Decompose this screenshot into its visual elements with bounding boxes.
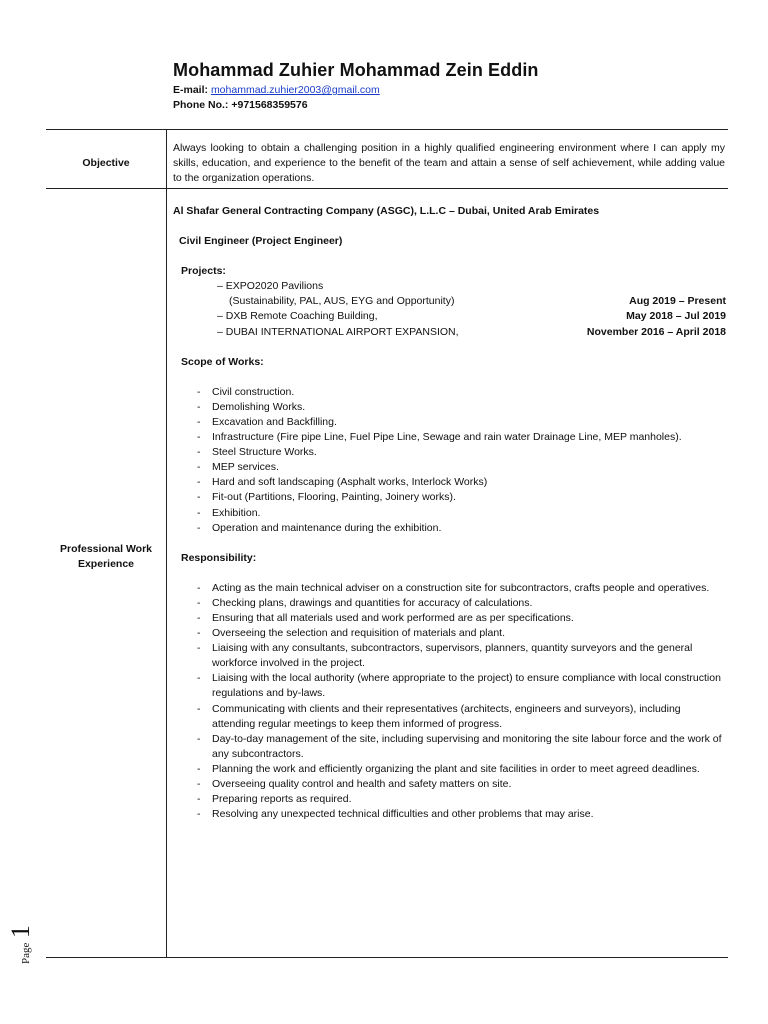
- candidate-name: Mohammad Zuhier Mohammad Zein Eddin: [173, 60, 539, 80]
- project-name: – DUBAI INTERNATIONAL AIRPORT EXPANSION,: [217, 325, 459, 338]
- objective-divider: [46, 188, 728, 189]
- column-divider: [166, 129, 167, 958]
- table-top-rule: [46, 129, 728, 130]
- responsibility-item: - Acting as the main technical adviser on a construction site for subcontractors, crafts people and operatives.: [173, 581, 726, 596]
- email-label: E-mail:: [173, 84, 209, 96]
- scope-item: - Hard and soft landscaping (Asphalt works, Interlock Works): [173, 475, 726, 490]
- experience-label: Professional Work Experience: [60, 543, 152, 570]
- email-line: [173, 84, 380, 96]
- project-name: – EXPO2020 Pavilions: [217, 280, 324, 293]
- responsibility-item: - Ensuring that all materials used and work performed are as per specifications.: [173, 611, 726, 626]
- scope-item: - Exhibition.: [173, 506, 726, 521]
- responsibility-heading: Responsibility:: [181, 551, 257, 564]
- scope-item: - Steel Structure Works.: [173, 445, 726, 460]
- page-number-label: [6, 906, 46, 966]
- project-row: [173, 325, 726, 340]
- scope-item: - Civil construction.: [173, 385, 726, 400]
- scope-list: [173, 385, 726, 536]
- project-date: November 2016 – April 2018: [586, 325, 726, 338]
- project-name: – DXB Remote Coaching Building,: [217, 310, 378, 323]
- responsibility-list: [173, 581, 726, 823]
- scope-item: - Infrastructure (Fire pipe Line, Fuel Pipe Line, Sewage and rain water Drainage Line, MEP manholes).: [173, 430, 726, 445]
- scope-item: - Excavation and Backfilling.: [173, 415, 726, 430]
- projects-heading: Projects:: [181, 265, 226, 278]
- objective-text: Always looking to obtain a challenging position in a highly qualified engineering environment where I can apply my skills, education, and experience to the benefit of the team and attain a sense of self achievement, while adding value to the organization operations.: [173, 142, 725, 184]
- responsibility-item: - Liaising with the local authority (where appropriate to the project) to ensure compliance with local construction regulations and by-laws.: [173, 671, 726, 701]
- phone-number: +971568359576: [231, 99, 308, 111]
- experience-content: [173, 204, 726, 822]
- scope-heading: Scope of Works:: [181, 355, 264, 368]
- page-number: 1: [6, 925, 35, 939]
- responsibility-item: - Day-to-day management of the site, including supervising and monitoring the site labour force and the work of any subcontractors.: [173, 732, 726, 762]
- project-date: Aug 2019 – Present: [629, 295, 726, 308]
- job-title: Civil Engineer (Project Engineer): [179, 235, 343, 248]
- responsibility-item: - Preparing reports as required.: [173, 792, 726, 807]
- scope-item: - MEP services.: [173, 460, 726, 475]
- responsibility-item: - Checking plans, drawings and quantities for accuracy of calculations.: [173, 596, 726, 611]
- table-bottom-rule: [46, 957, 728, 958]
- scope-item: - Operation and maintenance during the exhibition.: [173, 521, 726, 536]
- project-row: [173, 279, 726, 294]
- responsibility-item: - Communicating with clients and their representatives (architects, engineers and surveyors), including attending regular meetings to keep them informed of progress.: [173, 702, 726, 732]
- phone-label: Phone No.:: [173, 99, 229, 111]
- project-name: (Sustainability, PAL, AUS, EYG and Opportunity): [229, 295, 455, 308]
- responsibility-item: - Liaising with any consultants, subcontractors, supervisors, planners, quantity surveyors and the general workforce involved in the project.: [173, 641, 726, 671]
- phone-line: [173, 99, 308, 111]
- page-word: Page: [20, 942, 32, 964]
- responsibility-item: - Planning the work and efficiently organizing the plant and site facilities in order to meet agreed deadlines.: [173, 762, 726, 777]
- responsibility-item: - Overseeing the selection and requisition of materials and plant.: [173, 626, 726, 641]
- company-name: Al Shafar General Contracting Company (ASGC), L.L.C – Dubai, United Arab Emirates: [173, 205, 600, 217]
- objective-label: Objective: [82, 157, 130, 169]
- scope-item: - Demolishing Works.: [173, 400, 726, 415]
- project-row: [173, 294, 726, 309]
- responsibility-item: - Resolving any unexpected technical difficulties and other problems that may arise.: [173, 807, 726, 822]
- responsibility-item: - Overseeing quality control and health and safety matters on site.: [173, 777, 726, 792]
- email-link[interactable]: mohammad.zuhier2003@gmail.com: [210, 84, 380, 96]
- project-date: May 2018 – Jul 2019: [626, 310, 726, 323]
- scope-item: - Fit-out (Partitions, Flooring, Painting, Joinery works).: [173, 490, 726, 505]
- project-row: [173, 309, 726, 324]
